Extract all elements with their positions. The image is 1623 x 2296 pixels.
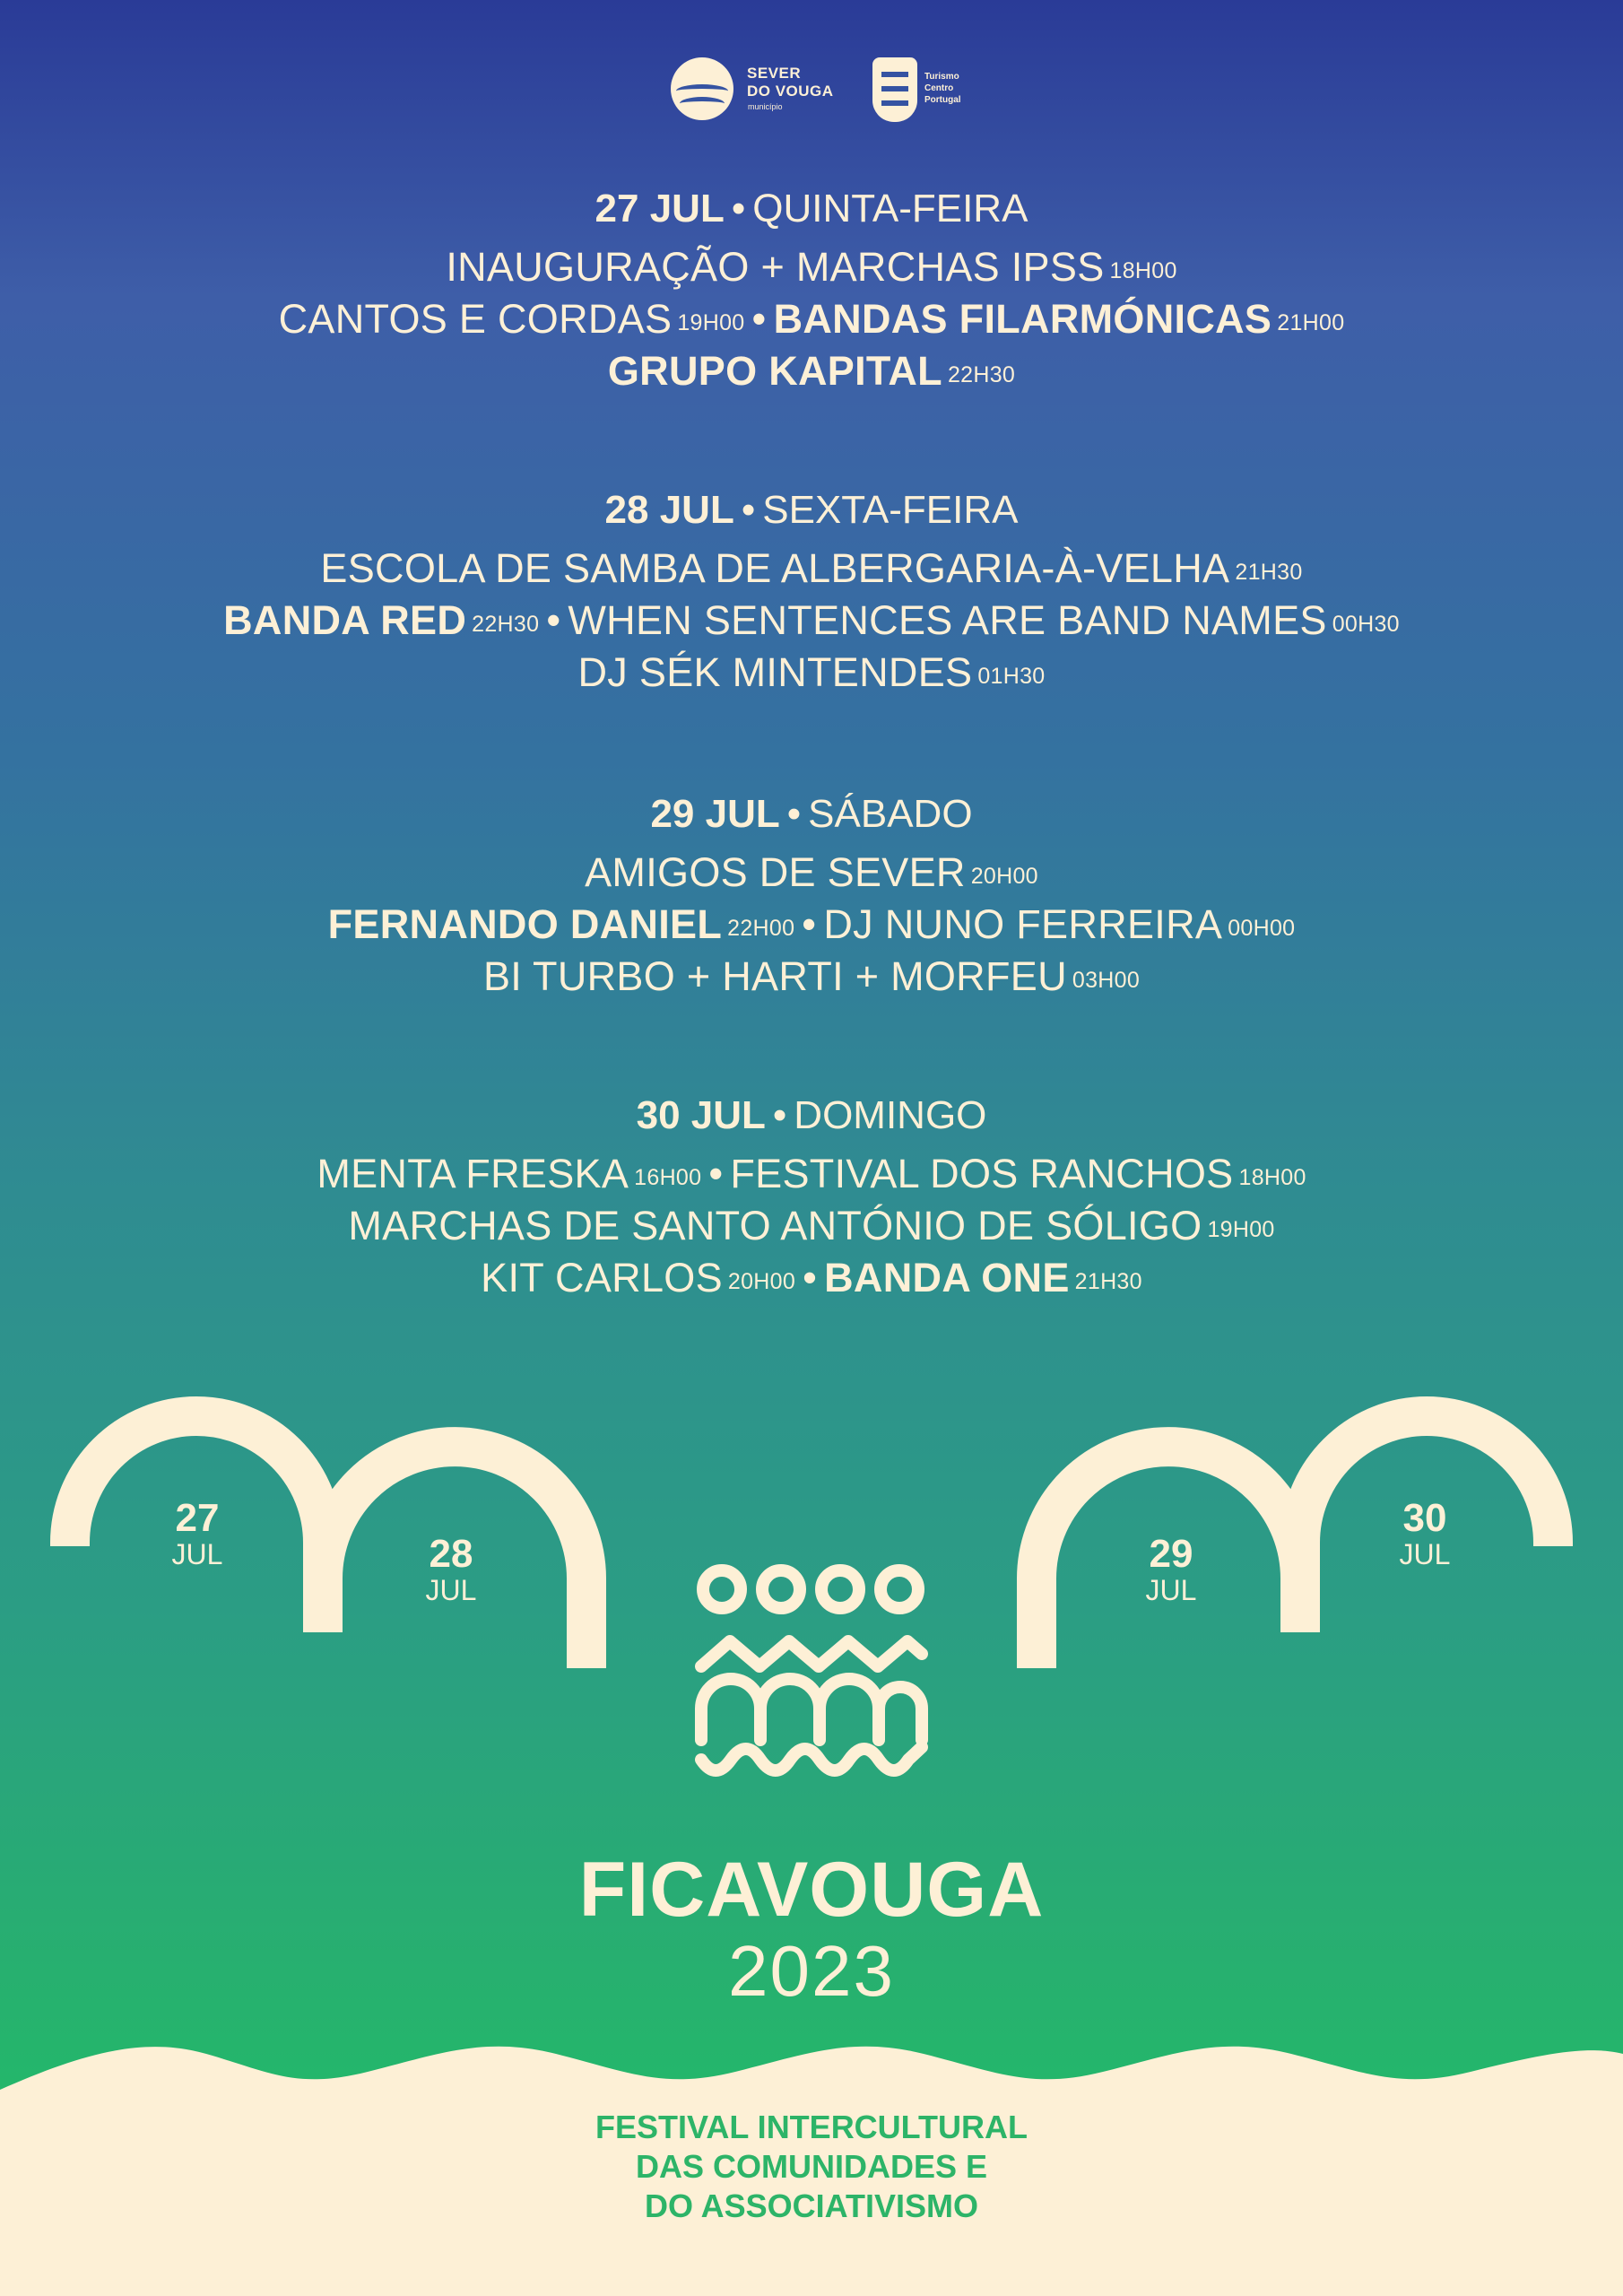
day-date: 29 JUL [650,792,780,836]
tagline-line-2: DAS COMUNIDADES E [635,2148,988,2185]
tagline-line-3: DO ASSOCIATIVISMO [644,2187,979,2224]
act-name: WHEN SENTENCES ARE BAND NAMES [568,597,1327,643]
separator-dot: • [751,296,767,342]
day-block [0,184,1623,397]
act-name: BI TURBO + HARTI + MORFEU [482,953,1067,999]
arch-label-27: 27 JUL [171,1496,223,1570]
schedule-line [0,241,1623,293]
act-name: GRUPO KAPITAL [607,348,942,394]
separator-dot: • [708,1151,724,1196]
separator-dot: • [786,792,802,836]
sever-do-vouga-logo [671,56,850,127]
turismo-logo-line2: Centro [924,83,954,93]
act-name: DJ NUNO FERREIRA [823,901,1223,947]
tagline-line-1: FESTIVAL INTERCULTURAL [595,2109,1028,2145]
act-time: 18H00 [1238,1165,1306,1190]
act-time: 00H00 [1228,916,1296,941]
act-time: 19H00 [1207,1217,1275,1242]
schedule-line [0,1252,1623,1304]
act-name: BANDAS FILARMÓNICAS [773,296,1272,342]
turismo-centro-portugal-shield-icon [872,57,917,122]
act-name: CANTOS E CORDAS [278,296,673,342]
separator-dot: • [546,597,561,643]
arch-label-30: 30 JUL [1399,1496,1451,1570]
schedule-line [0,1200,1623,1252]
act-time: 22H30 [472,612,540,637]
act-time: 22H30 [947,362,1016,387]
schedule-line [0,293,1623,345]
schedule-line [0,345,1623,397]
separator-dot: • [803,1255,818,1300]
sever-do-vouga-logo-icon [671,57,733,120]
festival-year: 2023 [728,1931,895,2011]
day-heading [0,789,1623,839]
day-block [0,1091,1623,1304]
separator-dot: • [731,187,746,230]
schedule-line [0,847,1623,899]
act-time: 20H00 [970,864,1038,889]
schedule-line [0,595,1623,647]
day-weekday: SÁBADO [808,792,973,836]
header-logos [0,56,1623,136]
act-name: FERNANDO DANIEL [327,901,723,947]
day-weekday: QUINTA-FEIRA [752,187,1028,230]
act-time: 21H30 [1235,560,1303,585]
day-block [0,485,1623,699]
day-heading [0,1091,1623,1141]
act-time: 03H00 [1072,968,1141,993]
day-weekday: DOMINGO [794,1093,987,1137]
festival-name: FICAVOUGA [578,1847,1045,1933]
schedule-line [0,1148,1623,1200]
schedule-line [0,951,1623,1003]
separator-dot: • [802,901,817,947]
act-time: 19H00 [677,310,745,335]
arch-label-28: 28 JUL [425,1532,477,1606]
act-time: 22H00 [727,916,795,941]
sever-logo-line2: DO VOUGA [747,83,834,100]
act-name: MENTA FRESKA [317,1151,629,1196]
sever-logo-line3: município [748,102,783,111]
day-heading [0,485,1623,535]
act-time: 21H30 [1074,1269,1142,1294]
festival-tagline [0,2108,1623,2226]
ficavouga-emblem-icon [692,1561,931,1794]
act-time: 16H00 [634,1165,702,1190]
day-date: 27 JUL [595,187,725,230]
day-block [0,789,1623,1003]
act-name: DJ SÉK MINTENDES [577,649,973,695]
act-name: BANDA RED [223,597,467,643]
act-time: 20H00 [727,1269,796,1294]
day-heading [0,184,1623,234]
act-name: BANDA ONE [824,1255,1070,1300]
act-time: 00H30 [1332,612,1400,637]
turismo-logo-line1: Turismo [924,72,959,82]
act-time: 01H30 [977,664,1046,689]
turismo-centro-portugal-logo [872,56,980,127]
day-date: 30 JUL [636,1093,766,1137]
schedule-line [0,543,1623,595]
day-weekday: SEXTA-FEIRA [762,488,1019,532]
schedule-line [0,899,1623,951]
act-time: 18H00 [1109,258,1177,283]
act-name: AMIGOS DE SEVER [585,849,966,895]
day-date: 28 JUL [604,488,734,532]
turismo-logo-line3: Portugal [924,95,961,105]
sever-logo-line1: SEVER [747,65,802,82]
arch-label-29: 29 JUL [1145,1532,1197,1606]
act-time: 21H00 [1277,310,1345,335]
act-name: FESTIVAL DOS RANCHOS [730,1151,1234,1196]
separator-dot: • [741,488,756,532]
act-name: INAUGURAÇÃO + MARCHAS IPSS [446,244,1105,290]
separator-dot: • [772,1093,787,1137]
schedule-line [0,647,1623,699]
act-name: MARCHAS DE SANTO ANTÓNIO DE SÓLIGO [348,1203,1202,1248]
act-name: ESCOLA DE SAMBA DE ALBERGARIA-À-VELHA [320,545,1230,591]
act-name: KIT CARLOS [481,1255,723,1300]
